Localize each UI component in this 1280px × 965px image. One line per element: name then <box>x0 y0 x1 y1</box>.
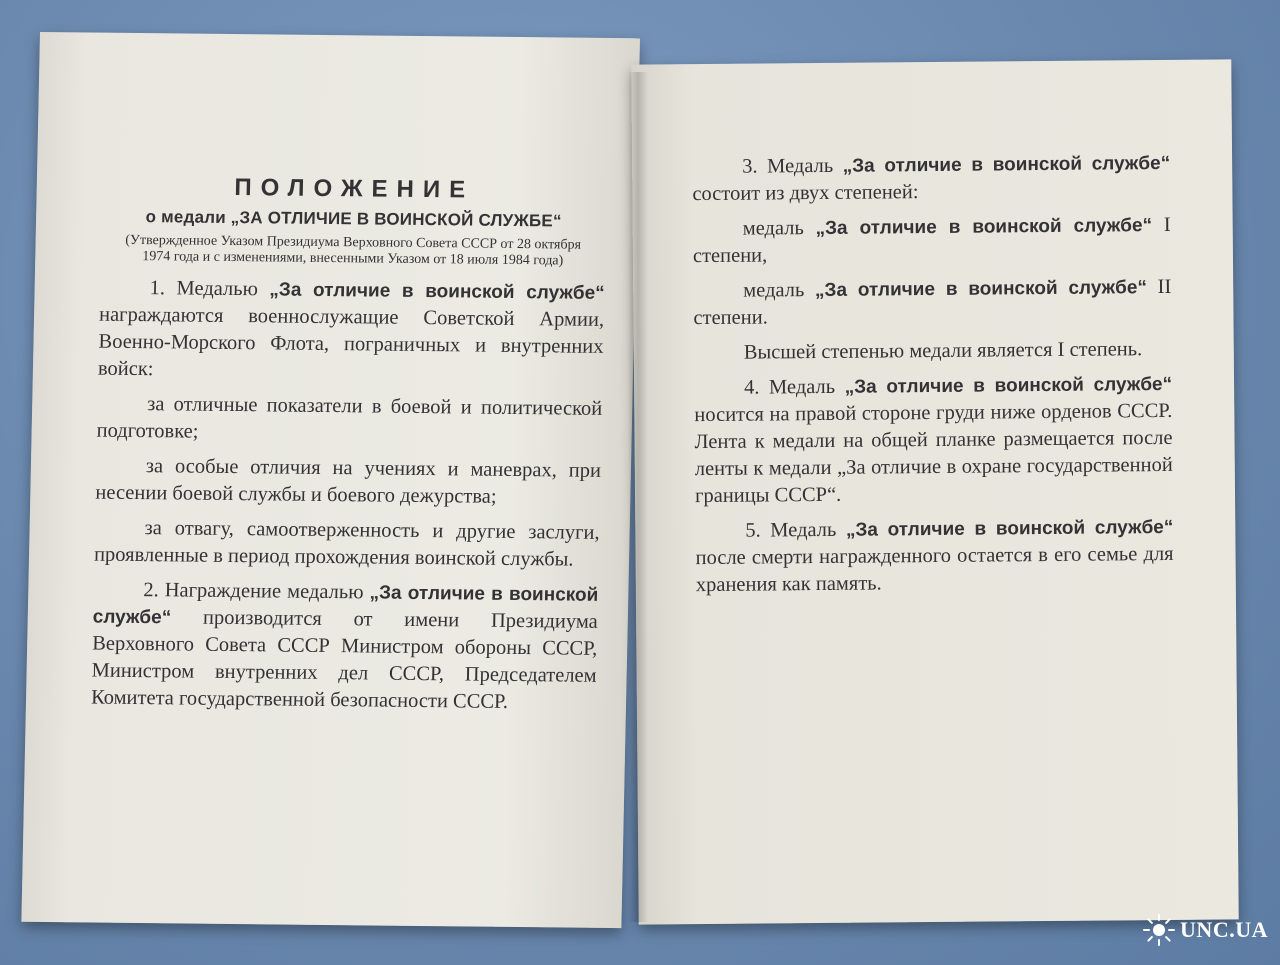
paragraph-1-item-a: за отличные показатели в боевой и политической подготовке; <box>96 393 603 443</box>
document-title: ПОЛОЖЕНИЕ <box>234 174 475 204</box>
site-watermark <box>1142 913 1268 947</box>
right-page <box>631 59 1238 924</box>
watermark-text: UNC.UA <box>1180 917 1268 942</box>
paragraph-4: 4. Медаль „За отличие в воинской службе“ носится на правой стороне груди ниже орденов СССР. Лента к медали на общей планке размещается после ленты к медали „За отличие в охране государственной границы СССР“. <box>694 373 1173 508</box>
left-page <box>21 32 640 928</box>
open-booklet <box>40 32 1235 922</box>
paragraph-1-item-c: за отвагу, самоотверженность и другие заслуги, проявленные в период прохождения воинской службы. <box>93 517 600 571</box>
paragraph-3: 3. Медаль „За отличие в воинской службе“ состоит из двух степеней: <box>692 152 1171 206</box>
paragraph-1: 1. Медалью „За отличие в воинской службе“ награждаются военнослужащие Советской Армии, Военно-Морского Флота, пограничных и внутренних войск: <box>97 277 605 381</box>
booklet-spine <box>628 72 648 922</box>
left-page-text <box>91 173 607 725</box>
degree-2-line: медаль „За отличие в воинской службе“ II степени. <box>693 275 1172 330</box>
sun-logo-icon <box>1142 913 1176 947</box>
right-page-text <box>692 150 1174 607</box>
document-subtitle: о медали „ЗА ОТЛИЧИЕ В ВОИНСКОЙ СЛУЖБЕ“ <box>145 207 562 231</box>
paragraph-5: 5. Медаль „За отличие в воинской службе“ после смерти награжденного остается в его семье для хранения как память. <box>695 516 1174 597</box>
degree-1-line: медаль „За отличие в воинской службе“ I степени, <box>692 213 1171 268</box>
paragraph-2: 2. Награждение медалью „За отличие в воинской службе“ производится от имени Президиума Верховного Совета СССР Министром обороны СССР, Министром внутренних дел СССР, Председателем Комитета государственной безопасности СССР. <box>90 579 599 713</box>
paragraph-1-item-b: за особые отличия на учениях и маневрах, при несении боевой службы и боевого дежурства; <box>95 455 602 508</box>
highest-degree-note: Высшей степенью медали является I степень. <box>743 338 1143 364</box>
approval-note: (Утвержденное Указом Президиума Верховного Совета СССР от 28 октября 1974 года и с изменениями, внесенными Указом от 18 июля 1984 года) <box>125 232 582 269</box>
